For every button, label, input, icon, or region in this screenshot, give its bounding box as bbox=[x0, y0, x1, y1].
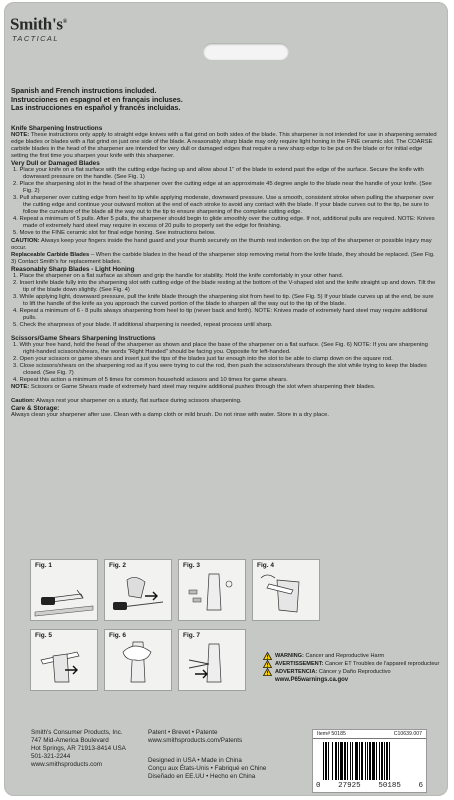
pull-through-illustration bbox=[31, 630, 97, 690]
product-code: C10639.007 bbox=[393, 731, 422, 737]
language-line-es: Las instrucciones en español y francés incluidas. bbox=[11, 103, 181, 113]
barcode-bar bbox=[344, 742, 346, 780]
warning-triangle-icon bbox=[263, 652, 272, 660]
address-line: Smith's Consumer Products, Inc. bbox=[31, 729, 123, 736]
scissors-step: 2. Open your scissors or game shears and insert just the tips of the blades just far enough into the slot to be able to clamp down on the square rod. bbox=[13, 356, 393, 363]
company-address bbox=[31, 729, 126, 769]
barcode-bar bbox=[323, 742, 324, 780]
prop65-warning bbox=[263, 652, 443, 684]
origin-line: Designed in USA • Made in China bbox=[148, 757, 242, 764]
barcode-bar bbox=[350, 742, 351, 780]
dull-step: 3. Pull sharpener over cutting edge from heel to tip while applying moderate, downward pressure. Use a smooth, consistent stroke when pulling the sharpener over the cutting edge and continue your outward motion at the end of each stroke to avoid any contact with the blade. If your blade curves out to the tip, be sure to follow the curvature of the blade all the way out to the tip to ensure sharpening of the complete cutting edge. bbox=[13, 195, 434, 216]
barcode-digit: 27925 bbox=[338, 782, 361, 790]
barcode-bar bbox=[328, 742, 329, 780]
barcode-bar bbox=[347, 742, 348, 780]
fig-label: Fig. 2 bbox=[109, 562, 126, 569]
registered-mark: ® bbox=[62, 19, 67, 25]
fig-label: Fig. 5 bbox=[35, 632, 52, 639]
sharp-step: 2. Insert knife blade fully into the sharpening slot with cutting edge of the blade resting at the bottom of the V-shaped slot and the knife straight up and down. Tilt the tip of the blade down slightly. (See Fig. 4) bbox=[13, 279, 436, 293]
brand-tagline: TACTICAL bbox=[12, 33, 59, 43]
barcode-bar bbox=[338, 742, 339, 780]
barcode-graphic bbox=[323, 742, 416, 780]
dull-step: 2. Place the sharpening slot in the head of the sharpener over the cutting edge at an approximate 45 degree angle to the blade near the handle of your knife. (See Fig. 2) bbox=[13, 181, 432, 195]
origin-line: Conçu aux États-Unis • Fabriqué en Chine bbox=[148, 764, 267, 772]
barcode-bar bbox=[384, 742, 385, 780]
barcode-bar bbox=[369, 742, 371, 780]
knife-heading: Knife Sharpening Instructions bbox=[11, 124, 103, 132]
fig-label: Fig. 1 bbox=[35, 562, 52, 569]
dull-step: 1. Place your knife on a flat surface with the cutting edge facing up and allow about 1" of the blade to extend past the edge of the surface. Secure the knife with downward pressure on the handle. (See Fig. 1) bbox=[13, 167, 424, 181]
warning-label-fr: AVERTISSEMENT: bbox=[275, 661, 324, 668]
fig-label: Fig. 7 bbox=[183, 632, 200, 639]
language-line-en: Spanish and French instructions included. bbox=[11, 86, 157, 95]
address-line: Hot Springs, AR 71913-8414 USA bbox=[31, 744, 126, 752]
language-line-mixed: Instrucciones en espagnol et en français incluses. bbox=[11, 94, 183, 104]
barcode-digit: 0 bbox=[316, 782, 321, 790]
address-line: 501-321-2244 bbox=[31, 752, 71, 760]
barcode-bar bbox=[359, 742, 360, 780]
dull-step: 5. Move to the FINE ceramic slot for final edge honing. See instructions below. bbox=[13, 230, 216, 237]
address-line: 747 Mid-America Boulevard bbox=[31, 736, 109, 744]
replace-blades-illustration bbox=[179, 560, 245, 620]
barcode-bar bbox=[386, 742, 388, 780]
sharp-step: 4. Repeat a minimum of 6 - 8 pulls always sharpening from heel to tip (never back and forth). NOTE: Knives made of extremely hard steel may require additional pulls. bbox=[13, 308, 428, 322]
barcode-bar bbox=[367, 742, 368, 780]
care-heading: Care & Storage: bbox=[11, 404, 60, 412]
fig-1 bbox=[30, 559, 98, 621]
warning-text-en: Cancer and Reproductive Harm bbox=[305, 653, 385, 659]
knife-in-slot-illustration bbox=[253, 560, 319, 620]
caution-paragraph: CAUTION: Always keep your fingers inside the hand guard and your thumb securely on the thumb rest indention on the top of the sharpener or possible injury may occur. bbox=[11, 237, 432, 251]
knife-on-table-illustration bbox=[31, 560, 97, 620]
fig-label: Fig. 4 bbox=[257, 562, 274, 569]
replace-paragraph: Replaceable Carbide Blades – When the carbide blades in the head of the sharpener stop removing metal from the knife blade, they should be replaced. (See Fig. 3) Contact Smith's for replacement blades. bbox=[11, 251, 435, 265]
barcode-bar bbox=[376, 742, 377, 780]
dull-heading: Very Dull or Damaged Blades bbox=[11, 160, 100, 168]
sharp-step: 3. While applying light, downward pressure, pull the knife blade through the sharpening slot from heel to tip. (See Fig. 5) If your blade curves up at the end, be sure to lift the handle of the knife as you approach the curved portion of the blade to sharpen all the way out to the tip of the blade. bbox=[13, 293, 434, 307]
caution-surface: Caution: Always rest your sharpener on a sturdy, flat surface during scissors sharpening. bbox=[11, 397, 242, 404]
sharp-step: 1. Place the sharpener on a flat surface as shown and grip the handle for stability. Hold the knife comfortably in your other hand. bbox=[13, 272, 344, 279]
scissors-note: NOTE: Scissors or Game Shears made of extremely hard steel may require additional pushes through the slot when sharpening their blades. bbox=[11, 384, 376, 391]
barcode-bar bbox=[381, 742, 383, 780]
language-notice bbox=[11, 87, 438, 113]
barcode-bar bbox=[340, 742, 343, 780]
fig-4 bbox=[252, 559, 320, 621]
fig-5 bbox=[30, 629, 98, 691]
barcode-bar bbox=[365, 742, 366, 780]
scissors-step: 1. With your free hand, hold the head of the sharpener as shown and place the base of the sharpener on a flat surface. (See Fig. 6) NOTE: If you are sharpening right-handed scissors/shears, the words "Right Handed" should be facing you. Opposite for left-handed. bbox=[13, 342, 428, 356]
dull-step: 4. Repeat a minimum of 5 pulls. After 5 pulls, the sharpener should begin to glide smoothly over the cutting edge. If not, additional pulls are required. NOTE: Knives made of extremely hard steel may require in excess of 20 pulls to properly set the edge for finishing. bbox=[13, 216, 435, 230]
sharp-heading: Reasonably Sharp Blades - Light Honing bbox=[11, 265, 135, 273]
barcode-bar bbox=[335, 742, 337, 780]
barcode-label bbox=[312, 729, 427, 793]
instruction-body bbox=[11, 125, 438, 419]
barcode-bar bbox=[361, 742, 363, 780]
scissors-step: 4. Repeat this action a minimum of 5 times for common household scissors and 10 times for game shears. bbox=[13, 377, 288, 384]
warning-text-es: Cáncer y Daño Reproductivo bbox=[318, 669, 391, 676]
patent-info bbox=[148, 729, 242, 745]
fig-6 bbox=[104, 629, 172, 691]
barcode-bar bbox=[389, 742, 390, 780]
knife-note: NOTE: These instructions only apply to straight edge knives with a flat grind on both sides of the blade. This sharpener is not intended for use in sharpening serrated edge blades or blades with a flat grind on just one side of the blade. A reasonably sharp blade may only require light honing in the FINE ceramic slot. The COARSE carbide blades in the head of the sharpener are intended for very dull or damaged edges that require a new sharp edge to be put on the blade or for initial edge setting the first time you sharpen your knife with this sharpener. bbox=[11, 131, 437, 159]
hold-sharpener-illustration bbox=[105, 630, 171, 690]
instructions-text bbox=[11, 87, 438, 419]
warning-triangle-icon bbox=[263, 668, 272, 676]
care-text: Always clean your sharpener after use. Clean with a damp cloth or mild brush. Do not rinse with water. Store in a dry place. bbox=[11, 411, 329, 418]
barcode-bar bbox=[332, 742, 333, 780]
patent-line: www.smithsproducts.com/Patents bbox=[148, 736, 243, 744]
brand-logo bbox=[10, 14, 67, 43]
barcode-bar bbox=[355, 742, 358, 780]
item-number: Item# 50185 bbox=[317, 731, 346, 737]
fig-2 bbox=[104, 559, 172, 621]
fig-label: Fig. 3 bbox=[183, 562, 200, 569]
sharp-step: 5. Check the sharpness of your blade. If additional sharpening is needed, repeat process until sharp. bbox=[13, 322, 273, 329]
barcode-bar bbox=[379, 742, 380, 780]
brand-name: Smith's bbox=[10, 14, 63, 34]
patent-line: Patent • Brevet • Patente bbox=[148, 729, 218, 736]
scissors-sharpen-illustration bbox=[179, 630, 245, 690]
scissors-heading: Scissors/Game Shears Sharpening Instructions bbox=[11, 335, 156, 343]
barcode-bar bbox=[352, 742, 353, 780]
scissors-step: 3. Close scissors/shears on the sharpening rod as if you were trying to cut the rod, then push the scissors/shears through the slot while trying to keep the blades closed. (See Fig. 7) bbox=[13, 363, 427, 377]
barcode-bar bbox=[325, 742, 327, 780]
barcode-digit: 50185 bbox=[378, 782, 401, 790]
address-line: www.smithsproducts.com bbox=[31, 760, 103, 768]
warning-label-es: ADVERTENCIA: bbox=[275, 669, 318, 676]
origin-line: Diseñado en EE.UU • Hecho en China bbox=[148, 772, 256, 780]
warning-triangle-icon bbox=[263, 660, 272, 668]
barcode-bar bbox=[372, 742, 375, 780]
fig-3 bbox=[178, 559, 246, 621]
barcode-digit: 6 bbox=[418, 782, 423, 790]
fig-label: Fig. 6 bbox=[109, 632, 126, 639]
warning-label-en: WARNING: bbox=[275, 653, 304, 659]
origin-info bbox=[148, 757, 266, 781]
warning-url: www.P65warnings.ca.gov bbox=[275, 677, 349, 684]
fig-7 bbox=[178, 629, 246, 691]
hang-hole bbox=[203, 43, 289, 60]
warning-text-fr: Cancer ET Troubles de l'appareil reproducteur bbox=[324, 661, 440, 668]
sharpener-angle-illustration bbox=[105, 560, 171, 620]
